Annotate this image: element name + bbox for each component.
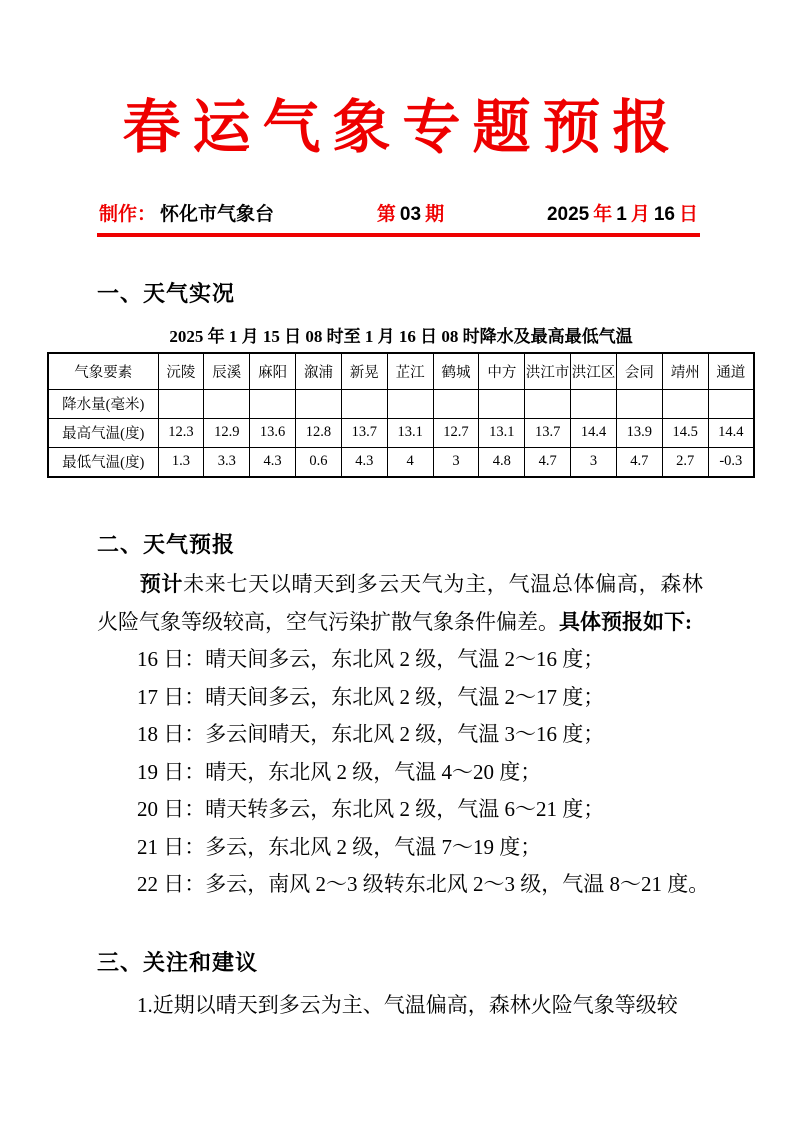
table-cell <box>296 389 342 418</box>
table-cell: 12.7 <box>433 418 479 447</box>
table-cell: 12.8 <box>296 418 342 447</box>
section1-heading: 一、天气实况 <box>97 281 236 307</box>
date-month-unit: 月 <box>630 204 650 226</box>
producer-label: 制作： <box>99 204 157 226</box>
forecast-intro-lead: 预计 <box>139 572 184 597</box>
doc-title: 春运气象专题预报 <box>122 93 683 161</box>
table-cell: 13.1 <box>387 418 433 447</box>
table-cell: 14.4 <box>571 418 617 447</box>
forecast-day-list <box>137 641 793 904</box>
advice-line-1: 1.近期以晴天到多云为主、气温偏高，森林火险气象等级较 <box>137 993 678 1018</box>
table-cell: 4.3 <box>341 447 387 477</box>
section2-heading: 二、天气预报 <box>97 531 236 557</box>
table-cell: 4.3 <box>250 447 296 477</box>
table-cell <box>708 389 754 418</box>
table-header-cell: 靖州 <box>662 353 708 390</box>
table-cell <box>158 389 204 418</box>
table-header-cell: 会同 <box>616 353 662 390</box>
date-year: 2025 <box>546 204 590 226</box>
forecast-intro <box>97 566 703 641</box>
table-row-tmax <box>48 418 754 447</box>
row-label: 最高气温(度) <box>48 418 158 447</box>
table-row-tmin <box>48 447 754 477</box>
table-header-cell: 辰溪 <box>204 353 250 390</box>
table-header-cell: 洪江区 <box>571 353 617 390</box>
table-cell: 12.9 <box>204 418 250 447</box>
forecast-intro-body: 未来七天以晴天到多云天气为主，气温总体偏高，森林火险气象等级较高，空气污染扩散气象条件偏差。 <box>97 572 703 634</box>
table-cell: 4 <box>387 447 433 477</box>
table-cell: 13.1 <box>479 418 525 447</box>
table-cell <box>479 389 525 418</box>
table-cell: 12.3 <box>158 418 204 447</box>
forecast-day-17: 17 日：晴天间多云，东北风 2 级，气温 2～17 度； <box>137 684 605 709</box>
table-cell <box>250 389 296 418</box>
forecast-day-18: 18 日：多云间晴天，东北风 2 级，气温 3～16 度； <box>137 722 605 747</box>
table-row-precip <box>48 389 754 418</box>
table-cell <box>525 389 571 418</box>
forecast-day-20: 20 日：晴天转多云，东北风 2 级，气温 6～21 度； <box>137 797 605 822</box>
table-cell: 14.5 <box>662 418 708 447</box>
forecast-day-16: 16 日：晴天间多云，东北风 2 级，气温 2～16 度； <box>137 647 605 672</box>
date-year-unit: 年 <box>593 204 613 226</box>
table-cell: -0.3 <box>708 447 754 477</box>
table-header-cell: 新晃 <box>341 353 387 390</box>
table-header-cell: 通道 <box>708 353 754 390</box>
table-cell <box>571 389 617 418</box>
weather-table <box>47 352 755 478</box>
table-cell: 4.7 <box>525 447 571 477</box>
table-header-cell: 麻阳 <box>250 353 296 390</box>
issue-date <box>545 199 700 226</box>
table-cell: 4.7 <box>616 447 662 477</box>
table-header-cell: 气象要素 <box>48 353 158 390</box>
table-cell: 13.6 <box>250 418 296 447</box>
table-cell <box>387 389 433 418</box>
table-cell: 13.9 <box>616 418 662 447</box>
producer <box>97 199 276 226</box>
date-day-unit: 日 <box>678 204 698 226</box>
table-header-cell: 芷江 <box>387 353 433 390</box>
table-header-cell: 洪江市 <box>525 353 571 390</box>
table-cell <box>433 389 479 418</box>
table-cell: 3.3 <box>204 447 250 477</box>
table-header-cell: 鹤城 <box>433 353 479 390</box>
meta-row <box>97 199 700 226</box>
forecast-day-21: 21 日：多云，东北风 2 级，气温 7～19 度； <box>137 834 542 859</box>
table-header-row <box>48 353 754 390</box>
section3-heading: 三、关注和建议 <box>97 949 259 975</box>
table-cell: 13.7 <box>525 418 571 447</box>
row-label: 最低气温(度) <box>48 447 158 477</box>
table-cell: 3 <box>571 447 617 477</box>
table-cell <box>662 389 708 418</box>
table-title: 2025 年 1 月 15 日 08 时至 1 月 16 日 08 时降水及最高最低气温 <box>169 326 633 346</box>
forecast-intro-tail: 具体预报如下: <box>559 609 692 634</box>
date-day: 16 <box>653 204 675 226</box>
table-cell: 3 <box>433 447 479 477</box>
table-cell <box>616 389 662 418</box>
table-cell <box>204 389 250 418</box>
header-divider <box>97 233 700 237</box>
table-cell: 4.8 <box>479 447 525 477</box>
table-header-cell: 沅陵 <box>158 353 204 390</box>
table-header-cell: 溆浦 <box>296 353 342 390</box>
table-cell: 2.7 <box>662 447 708 477</box>
row-label: 降水量(毫米) <box>48 389 158 418</box>
table-cell: 14.4 <box>708 418 754 447</box>
table-cell: 13.7 <box>341 418 387 447</box>
issue-suffix: 期 <box>425 204 445 226</box>
producer-name: 怀化市气象台 <box>160 204 275 226</box>
table-header-cell: 中方 <box>479 353 525 390</box>
forecast-day-22: 22 日：多云，南风 2～3 级转东北风 2～3 级，气温 8～21 度。 <box>137 872 710 897</box>
forecast-day-19: 19 日：晴天，东北风 2 级，气温 4～20 度； <box>137 759 542 784</box>
table-cell <box>341 389 387 418</box>
date-month: 1 <box>616 204 627 226</box>
table-cell: 1.3 <box>158 447 204 477</box>
issue-prefix: 第 <box>376 204 396 226</box>
table-cell: 0.6 <box>296 447 342 477</box>
issue-no: 03 <box>399 204 422 226</box>
issue-number <box>375 199 446 226</box>
